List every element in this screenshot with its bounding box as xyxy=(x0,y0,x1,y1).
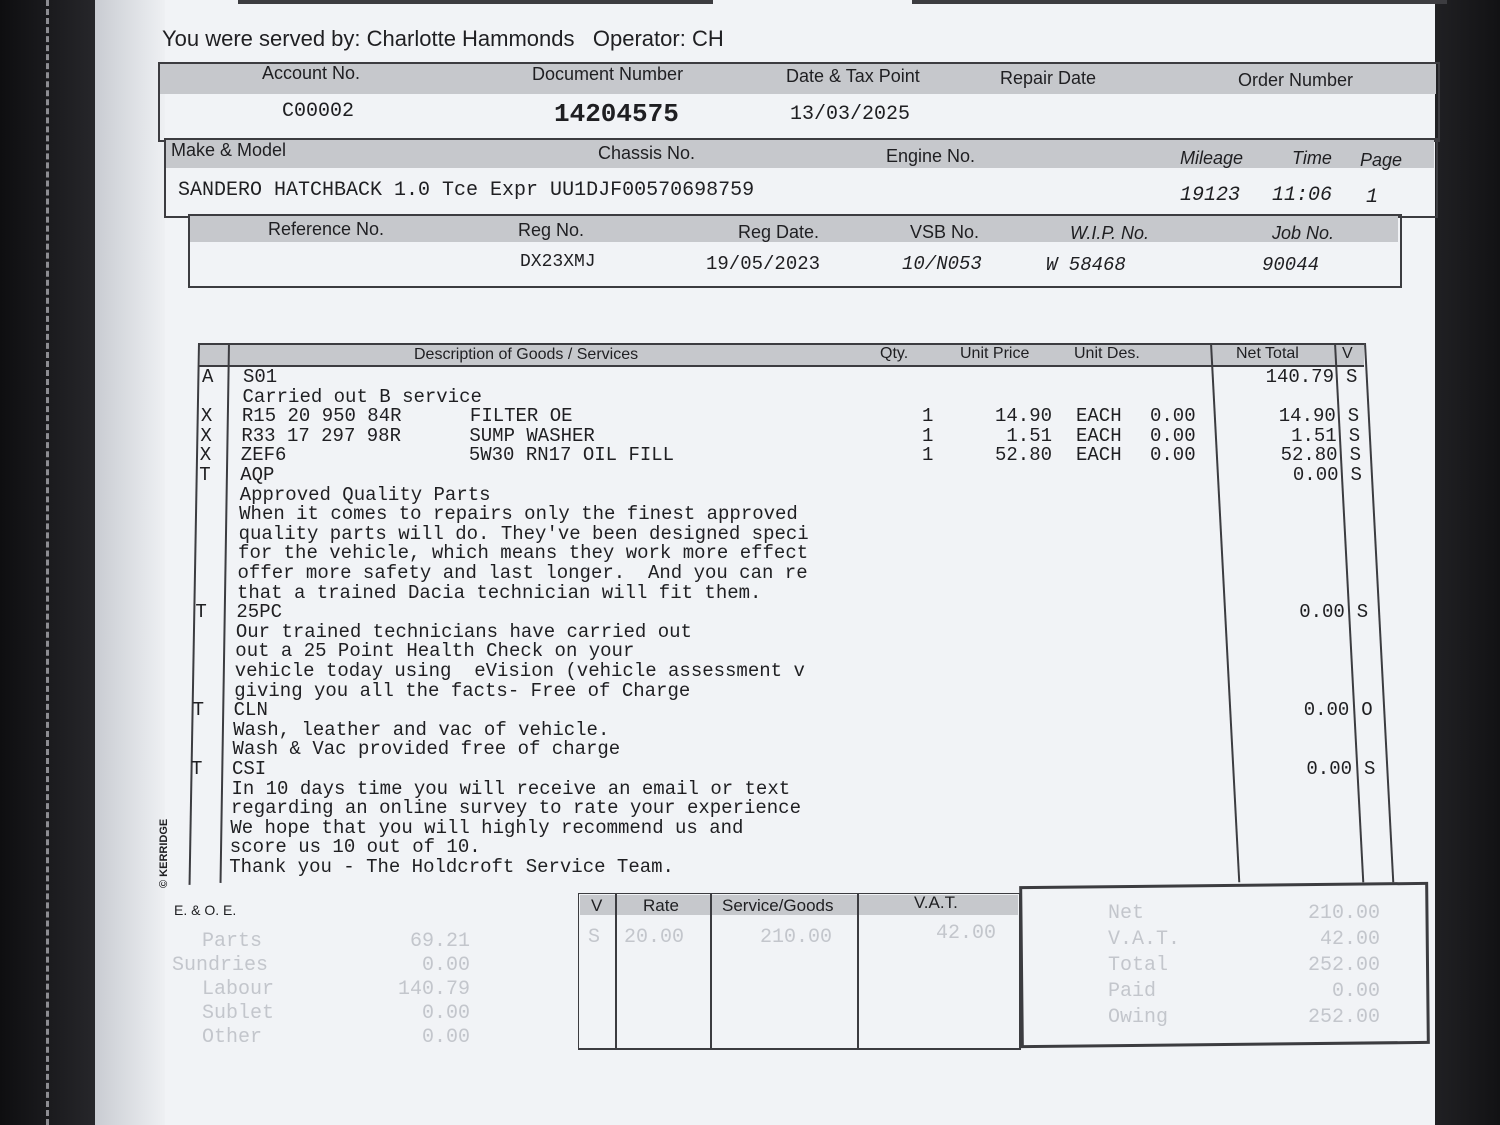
faint-vat-amount: 42.00 xyxy=(936,922,997,945)
line-description: AQP xyxy=(240,464,275,486)
line-description: quality parts will do. They've been designed speci xyxy=(238,522,809,545)
line-description: out a 25 Point Health Check on your xyxy=(235,640,635,663)
line-description: offer more safety and last longer. And you can re xyxy=(237,562,808,584)
line-qty: 1 xyxy=(922,444,934,467)
date-tax-point-label: Date & Tax Point xyxy=(786,66,920,86)
faint-total-value: 0.00 xyxy=(1331,980,1380,1003)
reg-no-value: DX23XMJ xyxy=(520,252,596,272)
vat-amount-header: V.A.T. xyxy=(914,893,958,912)
faint-category-label: Other xyxy=(202,1026,263,1049)
date-tax-point-value: 13/03/2025 xyxy=(790,103,911,126)
line-qty: 1 xyxy=(922,424,934,447)
line-code: T xyxy=(192,699,205,722)
faint-total-label: Total xyxy=(1108,954,1169,977)
line-net-total: 0.00 xyxy=(1303,699,1350,722)
vat-code-header: V xyxy=(1342,345,1353,362)
faint-total-value: 252.00 xyxy=(1307,1006,1380,1029)
line-description: giving you all the facts- Free of Charge xyxy=(234,679,691,702)
line-vat-code: S xyxy=(1349,444,1361,467)
document-number-value: 14204575 xyxy=(554,99,679,129)
job-no-value: 90044 xyxy=(1262,254,1320,276)
line-code: T xyxy=(199,464,211,486)
faint-total-label: Paid xyxy=(1108,980,1157,1003)
make-model-chassis-value: SANDERO HATCHBACK 1.0 Tce Expr UU1DJF00570698759 xyxy=(178,179,755,202)
vsb-no-value: 10/N053 xyxy=(902,253,982,275)
document-number-label: Document Number xyxy=(532,64,684,84)
line-description: Thank you - The Holdcroft Service Team. xyxy=(229,856,674,878)
faint-total-label: Net xyxy=(1108,902,1145,925)
kerridge-mark: © KERRIDGE xyxy=(158,818,170,888)
faint-category-value: 0.00 xyxy=(421,954,470,977)
mileage-value: 19123 xyxy=(1180,184,1241,207)
mileage-label: Mileage xyxy=(1180,148,1244,168)
line-vat-code: S xyxy=(1356,601,1369,624)
faint-category-value: 0.00 xyxy=(421,1002,470,1025)
line-unit-discount: 0.00 xyxy=(1150,424,1196,447)
line-net-total: 1.51 xyxy=(1291,424,1337,447)
eoe-note: E. & O. E. xyxy=(174,902,237,918)
staff-name: Charlotte Hammonds xyxy=(366,26,575,51)
line-description: R15 20 950 84R FILTER OE xyxy=(241,405,573,428)
line-vat-code: S xyxy=(1346,366,1358,388)
account-no-value: C00002 xyxy=(282,100,355,123)
wip-no-label: W.I.P. No. xyxy=(1070,223,1150,243)
reference-no-label: Reference No. xyxy=(268,219,385,239)
line-code: X xyxy=(200,405,213,428)
line-description: Carried out B service xyxy=(242,385,482,408)
chassis-no-label: Chassis No. xyxy=(598,143,696,163)
page-value: 1 xyxy=(1366,186,1379,209)
faint-category-label: Parts xyxy=(202,930,263,953)
line-vat-code: S xyxy=(1348,424,1361,447)
time-value: 11:06 xyxy=(1272,184,1333,207)
line-unit-discount: 0.00 xyxy=(1150,405,1196,428)
reg-date-label: Reg Date. xyxy=(738,222,820,242)
line-description: Approved Quality Parts xyxy=(239,483,491,506)
line-description: Wash, leather and vac of vehicle. xyxy=(233,718,610,741)
line-unit-price: 1.51 xyxy=(1006,424,1052,447)
line-vat-code: S xyxy=(1350,464,1362,486)
page-label: Page xyxy=(1360,150,1403,170)
wip-no-value: W 58468 xyxy=(1046,254,1126,276)
seat-stitching xyxy=(46,0,49,1125)
line-code: T xyxy=(195,601,207,624)
vat-table-divider xyxy=(710,893,712,1049)
line-description: score us 10 out of 10. xyxy=(229,836,481,859)
paper-fold-shadow xyxy=(95,0,165,1125)
line-unit: EACH xyxy=(1076,405,1122,428)
line-description: In 10 days time you will receive an email or text xyxy=(231,777,791,800)
top-edge-line xyxy=(912,0,1447,4)
faint-category-value: 140.79 xyxy=(397,978,470,1001)
vat-rate-header: Rate xyxy=(643,896,679,915)
line-vat-code: S xyxy=(1364,758,1376,780)
line-code: X xyxy=(200,424,212,447)
top-edge-line xyxy=(238,0,713,4)
line-code: T xyxy=(191,758,203,780)
items-header-band xyxy=(200,345,1364,365)
line-unit: EACH xyxy=(1076,444,1122,467)
faint-total-value: 252.00 xyxy=(1307,954,1380,977)
account-no-label: Account No. xyxy=(262,63,361,83)
line-description: CLN xyxy=(233,699,268,722)
engine-no-label: Engine No. xyxy=(886,146,976,166)
faint-category-value: 69.21 xyxy=(409,930,470,953)
line-description: for the vehicle, which means they work more effect xyxy=(238,542,809,565)
line-net-total: 140.79 xyxy=(1265,366,1334,388)
faint-total-label: Owing xyxy=(1108,1006,1169,1029)
line-code: A xyxy=(202,366,214,388)
vat-table-divider xyxy=(857,893,859,1049)
line-description: We hope that you will highly recommend us and xyxy=(230,816,744,839)
served-by-line: You were served by: Charlotte Hammonds Operator: CH xyxy=(162,26,724,51)
items-header-bottom xyxy=(198,365,1364,367)
net-total-header: Net Total xyxy=(1236,345,1299,362)
line-description: regarding an online survey to rate your experience xyxy=(230,797,801,820)
faint-category-value: 0.00 xyxy=(421,1026,470,1049)
line-description: 25PC xyxy=(236,601,282,624)
line-description: ZEF6 5W30 RN17 OIL FILL xyxy=(240,444,675,467)
vat-table-divider xyxy=(615,893,617,1049)
unit-des-header: Unit Des. xyxy=(1074,345,1140,362)
line-net-total: 0.00 xyxy=(1306,758,1352,780)
header-band xyxy=(166,140,1434,168)
line-description: S01 xyxy=(243,366,278,388)
line-description: Our trained technicians have carried out xyxy=(235,620,692,643)
faint-category-label: Sublet xyxy=(202,1002,275,1025)
line-vat-code: S xyxy=(1347,405,1360,428)
line-code: X xyxy=(199,444,212,467)
faint-category-label: Labour xyxy=(202,978,275,1001)
vsb-no-label: VSB No. xyxy=(910,222,980,242)
line-vat-code: O xyxy=(1361,699,1373,722)
faint-goods-amount: 210.00 xyxy=(760,926,833,949)
line-description: vehicle today using eVision (vehicle assessment v xyxy=(234,660,805,682)
line-description: CSI xyxy=(232,758,267,780)
faint-category-label: Sundries xyxy=(172,954,269,977)
vat-v-header: V xyxy=(591,896,603,915)
line-net-total: 0.00 xyxy=(1292,464,1339,486)
line-description: Wash & Vac provided free of charge xyxy=(232,738,621,761)
faint-vat-code: S xyxy=(588,926,601,949)
description-header: Description of Goods / Services xyxy=(414,346,639,363)
repair-date-label: Repair Date xyxy=(1000,68,1097,88)
line-unit-price: 14.90 xyxy=(994,405,1052,428)
operator-code: CH xyxy=(691,26,724,51)
reg-no-label: Reg No. xyxy=(518,220,585,240)
line-description: that a trained Dacia technician will fit them. xyxy=(236,581,762,604)
job-no-label: Job No. xyxy=(1272,223,1335,243)
line-description: When it comes to repairs only the finest approved xyxy=(239,503,798,526)
line-unit: EACH xyxy=(1076,424,1122,447)
line-qty: 1 xyxy=(922,405,934,428)
line-net-total: 14.90 xyxy=(1278,405,1336,428)
line-net-total: 52.80 xyxy=(1280,444,1338,467)
line-unit-discount: 0.00 xyxy=(1150,444,1196,467)
faint-total-label: V.A.T. xyxy=(1108,928,1181,951)
time-label: Time xyxy=(1292,148,1332,168)
faint-vat-rate: 20.00 xyxy=(624,926,685,949)
line-net-total: 0.00 xyxy=(1299,601,1345,624)
reg-date-value: 19/05/2023 xyxy=(706,253,821,275)
faint-total-value: 210.00 xyxy=(1307,902,1380,925)
unit-price-header: Unit Price xyxy=(960,345,1030,362)
order-number-label: Order Number xyxy=(1238,70,1354,90)
service-goods-header: Service/Goods xyxy=(722,896,834,915)
vat-summary-table xyxy=(578,893,1021,1050)
make-model-label: Make & Model xyxy=(171,140,287,160)
line-description: R33 17 297 98R SUMP WASHER xyxy=(241,424,595,447)
qty-header: Qty. xyxy=(880,345,909,362)
faint-total-value: 42.00 xyxy=(1319,928,1380,951)
line-unit-price: 52.80 xyxy=(994,444,1052,467)
